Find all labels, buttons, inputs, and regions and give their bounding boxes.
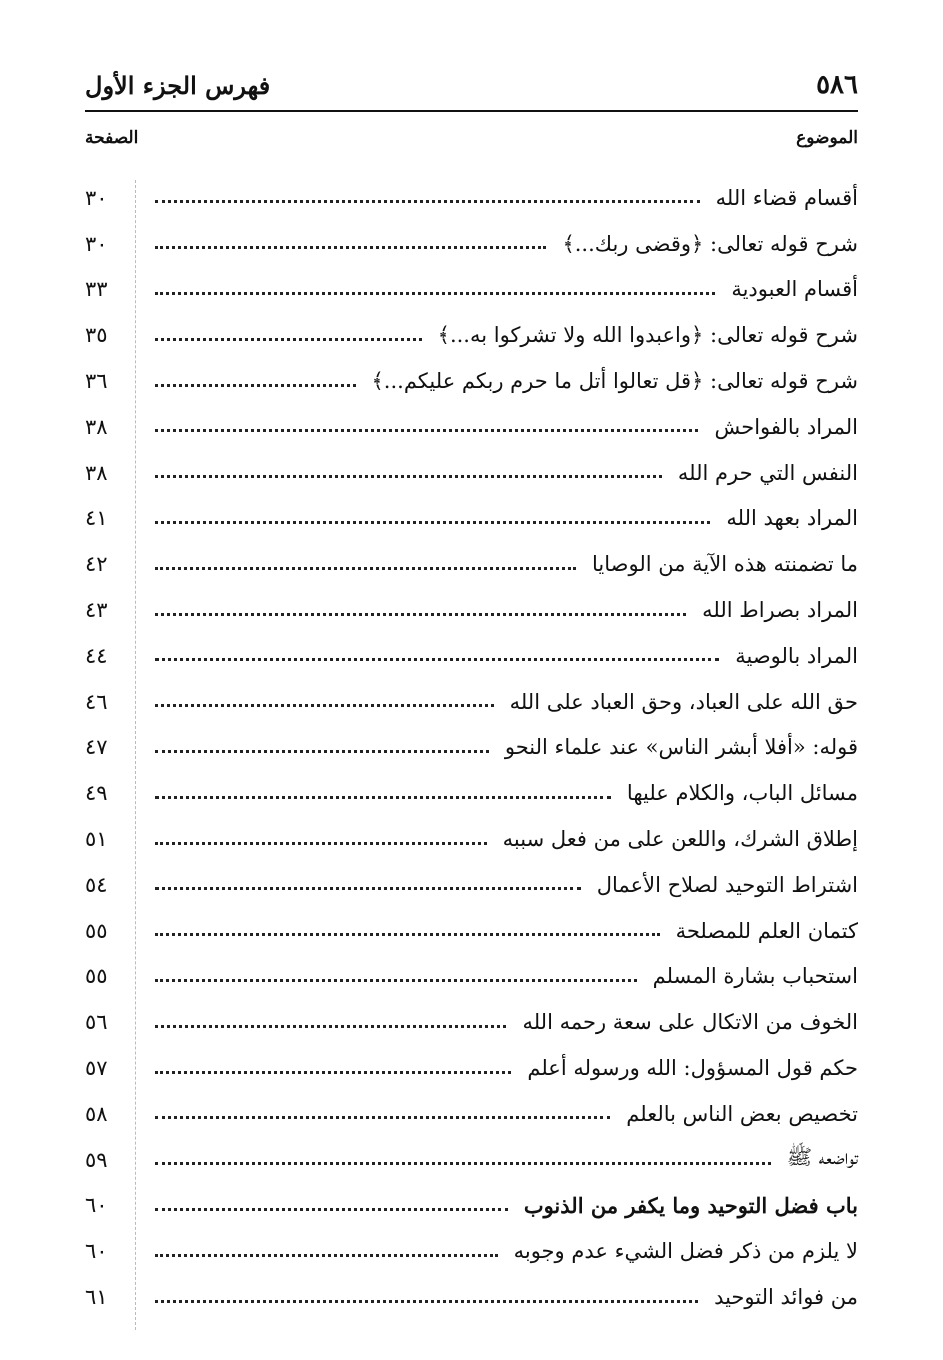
toc-entry — [85, 1274, 858, 1320]
toc-entry-page: ٤٣ — [85, 598, 108, 623]
toc-entry-title: حق الله على العباد، وحق العباد على الله — [509, 689, 858, 714]
toc-entry-page: ٣٦ — [85, 369, 108, 394]
dot-leader — [155, 338, 422, 341]
column-headers — [85, 120, 858, 156]
toc-entry-page: ٤٤ — [85, 643, 108, 668]
toc-entry-title: شرح قوله تعالى: ﴿واعبدوا الله ولا تشركوا به...﴾ — [437, 323, 858, 348]
toc-entry-title: قوله: «أفلا أبشر الناس» عند علماء النحو — [504, 735, 858, 760]
toc-entry — [85, 679, 858, 725]
toc-entry — [85, 1228, 858, 1274]
toc-entry-title: استحباب بشارة المسلم — [652, 964, 858, 989]
dot-leader — [155, 475, 662, 478]
toc-entry-page: ٤٩ — [85, 781, 108, 806]
dot-leader — [155, 842, 487, 845]
toc-entry — [85, 816, 858, 862]
dot-leader — [155, 429, 698, 432]
dot-leader — [155, 521, 710, 524]
toc-entry-page: ٤٢ — [85, 552, 108, 577]
toc-entry-title: ما تضمنته هذه الآية من الوصايا — [592, 552, 858, 577]
page-column-header: الصفحة — [85, 128, 139, 148]
page-number: ٥٨٦ — [816, 70, 858, 100]
dot-leader — [155, 1254, 498, 1257]
toc-entry-title: من فوائد التوحيد — [714, 1285, 858, 1310]
toc-entry-page: ٥٦ — [85, 1010, 108, 1035]
dot-leader — [155, 704, 494, 707]
dot-leader — [155, 750, 489, 753]
toc-entry-title: شرح قوله تعالى: ﴿قل تعالوا أتل ما حرم ربكم عليكم...﴾ — [371, 369, 858, 394]
toc-entry — [85, 999, 858, 1045]
running-title: فهرس الجزء الأول — [85, 71, 271, 100]
dot-leader — [155, 933, 660, 936]
toc-entry — [85, 312, 858, 358]
page-header — [85, 55, 858, 100]
toc-entry-page: ٣٥ — [85, 323, 108, 348]
dot-leader — [155, 1071, 511, 1074]
toc-entry-title: النفس التي حرم الله — [677, 460, 858, 485]
table-of-contents — [85, 175, 858, 1320]
toc-entry — [85, 175, 858, 221]
dot-leader — [155, 200, 700, 203]
toc-entry-title: مسائل الباب، والكلام عليها — [626, 781, 858, 806]
dot-leader — [155, 567, 576, 570]
toc-entry — [85, 862, 858, 908]
dot-leader — [155, 796, 611, 799]
toc-entry — [85, 633, 858, 679]
toc-entry-page: ٣٠ — [85, 231, 108, 256]
toc-entry-title: الخوف من الاتكال على سعة رحمه الله — [522, 1010, 858, 1035]
toc-entry-page: ٥٤ — [85, 872, 108, 897]
toc-entry — [85, 587, 858, 633]
dot-leader — [155, 292, 715, 295]
toc-entry-page: ٥٥ — [85, 964, 108, 989]
toc-entry-title: المراد بالوصية — [735, 643, 858, 668]
header-rule — [85, 110, 858, 112]
toc-entry-page: ٥١ — [85, 827, 108, 852]
toc-entry-page: ٦١ — [85, 1285, 108, 1310]
toc-entry-title: تخصيص بعض الناس بالعلم — [626, 1101, 858, 1126]
toc-entry-title: باب فضل التوحيد وما يكفر من الذنوب — [523, 1192, 858, 1218]
toc-entry-page: ٤٧ — [85, 735, 108, 760]
toc-entry — [85, 541, 858, 587]
toc-entry-page: ٣٣ — [85, 277, 108, 302]
toc-entry-title: كتمان العلم للمصلحة — [675, 918, 858, 943]
dot-leader — [155, 1116, 610, 1119]
toc-entry-page: ٣٨ — [85, 414, 108, 439]
toc-entry-page: ٣٠ — [85, 185, 108, 210]
toc-entry — [85, 221, 858, 267]
toc-entry-title: اشتراط التوحيد لصلاح الأعمال — [596, 872, 858, 897]
toc-entry-page: ٥٨ — [85, 1101, 108, 1126]
toc-entry — [85, 1091, 858, 1137]
toc-entry — [85, 1183, 858, 1229]
toc-entry-title: أقسام قضاء الله — [715, 185, 858, 210]
toc-entry-page: ٤١ — [85, 506, 108, 531]
toc-entry-title: أقسام العبودية — [731, 277, 858, 302]
toc-entry-title: لا يلزم من ذكر فضل الشيء عدم وجوبه — [513, 1239, 858, 1264]
topic-column-header: الموضوع — [796, 128, 858, 148]
toc-entry-page: ٣٨ — [85, 460, 108, 485]
toc-entry — [85, 404, 858, 450]
dot-leader — [155, 246, 546, 249]
dot-leader — [155, 979, 637, 982]
toc-entry — [85, 725, 858, 771]
dot-leader — [155, 1300, 698, 1303]
toc-entry-title: المراد بعهد الله — [726, 506, 858, 531]
toc-entry-page: ٥٩ — [85, 1147, 108, 1172]
toc-entry — [85, 770, 858, 816]
toc-entry — [85, 908, 858, 954]
dot-leader — [155, 1162, 771, 1165]
dot-leader — [155, 613, 686, 616]
toc-entry — [85, 267, 858, 313]
toc-entry-page: ٥٧ — [85, 1056, 108, 1081]
toc-entry-page: ٦٠ — [85, 1193, 108, 1218]
dot-leader — [155, 384, 356, 387]
toc-entry-page: ٥٥ — [85, 918, 108, 943]
toc-entry-title: تواضعه ﷺ — [786, 1145, 858, 1170]
toc-entry-title: حكم قول المسؤول: الله ورسوله أعلم — [527, 1056, 858, 1081]
dot-leader — [155, 887, 581, 890]
toc-entry-title: إطلاق الشرك، واللعن على من فعل سببه — [502, 827, 858, 852]
dot-leader — [155, 1025, 506, 1028]
toc-entry-page: ٤٦ — [85, 689, 108, 714]
toc-entry — [85, 1045, 858, 1091]
dot-leader — [155, 658, 719, 661]
dot-leader — [155, 1208, 508, 1211]
toc-entry-title: شرح قوله تعالى: ﴿وقضى ربك...﴾ — [562, 231, 858, 256]
toc-entry — [85, 496, 858, 542]
toc-entry — [85, 1137, 858, 1183]
toc-entry — [85, 358, 858, 404]
toc-entry — [85, 954, 858, 1000]
toc-entry — [85, 450, 858, 496]
toc-entry-page: ٦٠ — [85, 1239, 108, 1264]
toc-entry-title: المراد بالفواحش — [714, 414, 858, 439]
toc-entry-title: المراد بصراط الله — [702, 598, 858, 623]
